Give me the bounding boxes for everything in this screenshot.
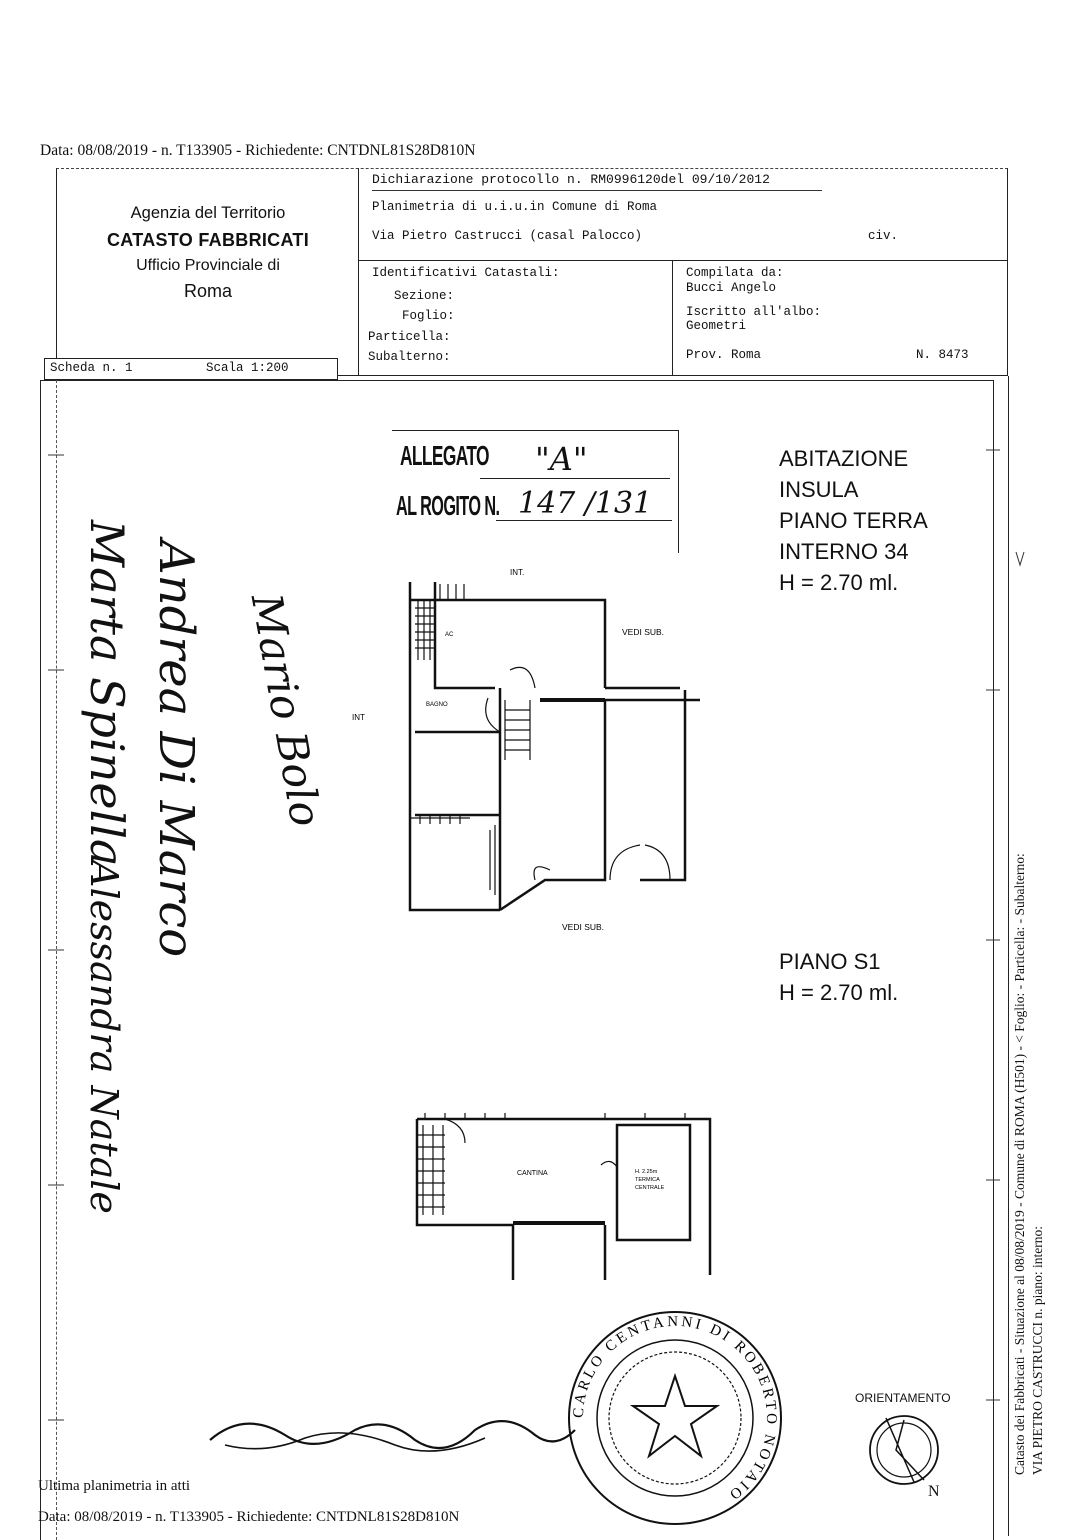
particella-label: Particella:	[368, 330, 451, 344]
vedi-sub-label-1: VEDI SUB.	[622, 627, 665, 637]
signature-mario: Mario Bolo	[241, 590, 331, 831]
orientamento-label: ORIENTAMENTO	[855, 1391, 951, 1405]
height-label-ground: H = 2.70 ml.	[779, 570, 899, 595]
scheda-number: Scheda n. 1	[50, 361, 133, 375]
scala-value: Scala 1:200	[206, 361, 289, 375]
header-request-line: Data: 08/08/2019 - n. T133905 - Richiedente: CNTDNL81S28D810N	[40, 142, 476, 159]
ufficio-city: Roma	[183, 281, 232, 301]
signature-andrea: Andrea Di Marco	[148, 540, 204, 958]
signature-marta: Marta Spinella	[80, 520, 134, 867]
side-address-line: VIA PIETRO CASTRUCCI n. piano: interno:	[1030, 1226, 1045, 1475]
interno-label: INTERNO 34	[779, 539, 909, 564]
declaration-civ: civ.	[868, 229, 899, 243]
height-label-basement: H = 2.70 ml.	[779, 980, 899, 1005]
centrale-line-2: TERMICA	[635, 1177, 660, 1183]
side-cadastre-line: Catasto dei Fabbricati - Situazione al 08/08/2019 - Comune di ROMA (H501) - < Foglio: - Particella: - Subalterno:	[1012, 853, 1027, 1475]
rogito-value: 147 /131	[518, 486, 653, 521]
vedi-sub-label-2: VEDI SUB.	[562, 922, 605, 932]
piano-terra-label: PIANO TERRA	[779, 508, 928, 533]
abitazione-label: ABITAZIONE	[779, 446, 909, 471]
piano-s1-label: PIANO S1	[779, 949, 881, 974]
identificativi-title: Identificativi Catastali:	[372, 266, 560, 280]
foglio-label: Foglio:	[402, 309, 455, 323]
allegato-label: ALLEGATO	[400, 440, 489, 471]
ac-label: AC	[445, 632, 454, 638]
iscritto-label: Iscritto all'albo:	[686, 305, 822, 319]
sezione-label: Sezione:	[394, 289, 455, 303]
rogito-label: AL ROGITO N.	[396, 490, 500, 521]
declaration-planimetria: Planimetria di u.i.u.in Comune di Roma	[372, 200, 658, 214]
bagno-label: BAGNO	[426, 702, 448, 708]
insula-label: INSULA	[779, 477, 859, 502]
signature-alessandra: Alessandra Natale	[82, 860, 126, 1214]
declaration-address: Via Pietro Castrucci (casal Palocco)	[372, 229, 643, 243]
prov-value: Prov. Roma	[686, 348, 762, 362]
int-top-label: INT.	[510, 568, 525, 577]
cantina-label: CANTINA	[517, 1170, 548, 1177]
seal-text: CARLO CENTANNI DI ROBERTO NOTAIO	[570, 1313, 780, 1505]
declaration-protocol: Dichiarazione protocollo n. RM0996120del 09/10/2012	[372, 172, 770, 187]
centrale-line-1: H. 2.25m	[635, 1169, 658, 1175]
compilata-name: Bucci Angelo	[686, 281, 777, 295]
albo-value: Geometri	[686, 319, 747, 333]
subalterno-label: Subalterno:	[368, 350, 451, 364]
footer-request-line: Data: 08/08/2019 - n. T133905 - Richiedente: CNTDNL81S28D810N	[38, 1509, 460, 1525]
agency-name: Agenzia del Territorio	[130, 204, 286, 222]
albo-number: N. 8473	[916, 348, 969, 362]
catasto-title: CATASTO FABBRICATI	[106, 230, 310, 250]
compilata-label: Compilata da:	[686, 266, 784, 280]
int-left-label: INT	[352, 713, 365, 722]
centrale-line-3: CENTRALE	[635, 1185, 665, 1191]
ufficio-label: Ufficio Provinciale di	[136, 257, 280, 274]
footer-ultima: Ultima planimetria in atti	[38, 1478, 191, 1494]
allegato-value: "A"	[535, 440, 588, 478]
north-label: N	[928, 1483, 940, 1500]
